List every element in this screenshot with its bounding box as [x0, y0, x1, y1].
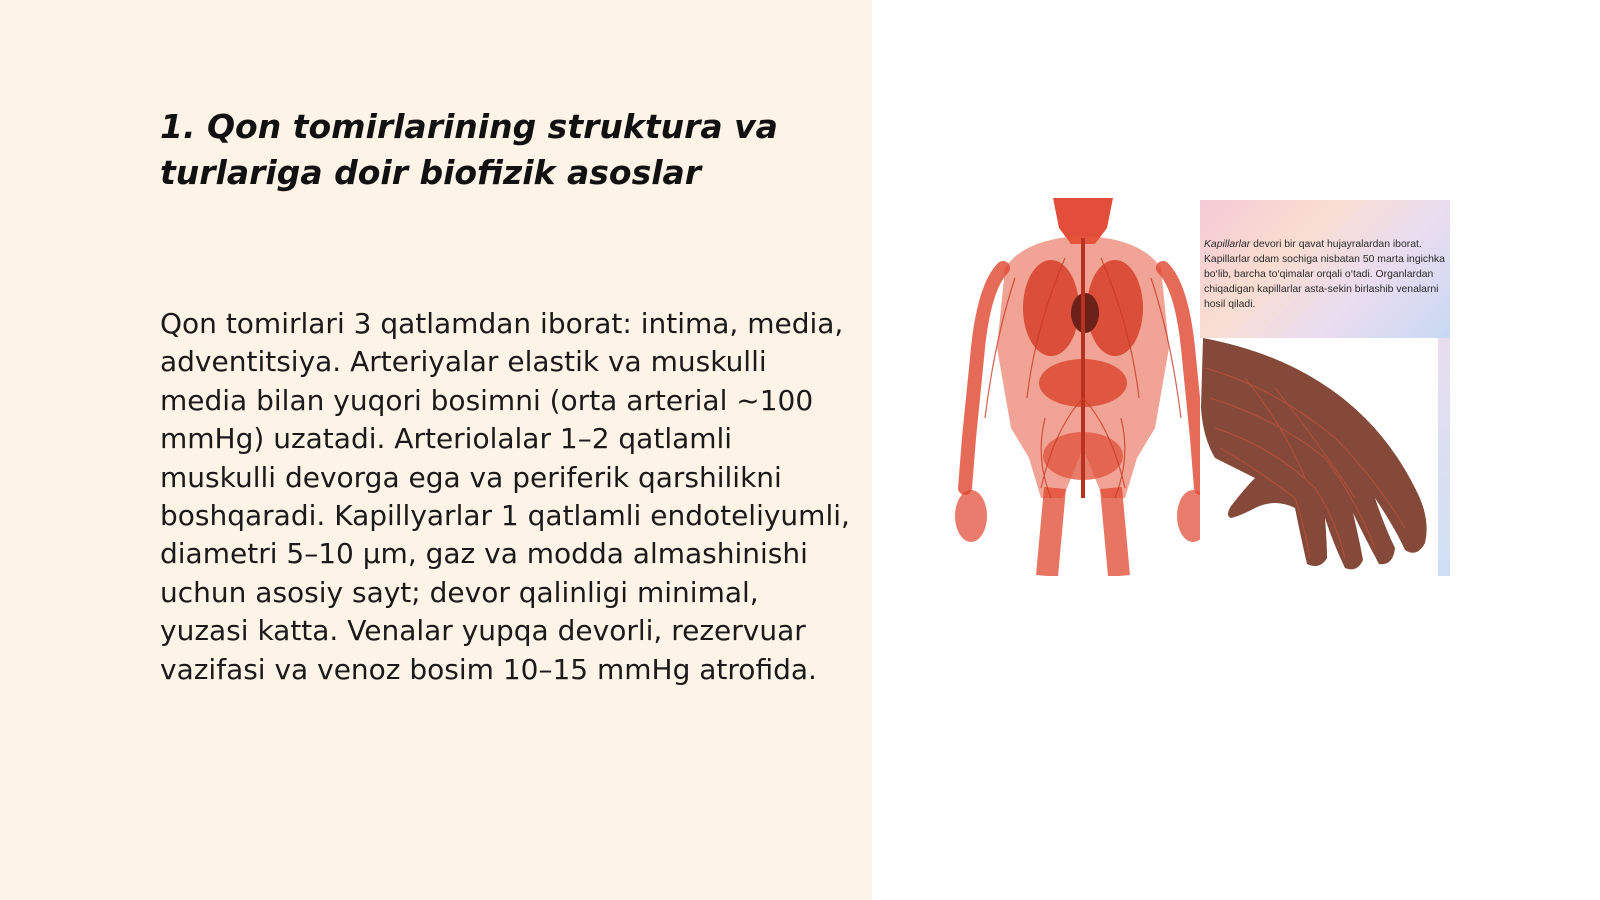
circulatory-system-image: [955, 198, 1209, 576]
caption-description: devori bir qavat hujayralardan iborat. Kapillarlar odam sochiga nisbatan 50 marta ingichka bo‘lib, barcha to‘qimalar orqali o‘tadi. Organlardan chiqadigan kapillarlar asta-sekin birlashib venalarni hosil qiladi.: [1204, 239, 1445, 310]
hand-capillaries-image: [1200, 338, 1438, 576]
anatomy-figure: [955, 198, 1450, 576]
caption-term: Kapillarlar: [1204, 239, 1251, 250]
slide-body-text: Qon tomirlari 3 qatlamdan iborat: intima, media, adventitsiya. Arteriyalar elastik va muskulli media bilan yuqori bosimni (orta arterial ~100 mmHg) uzatadi. Arteriolalar 1–2 qatlamli muskulli devorga ega va periferik qarshilikni boshqaradi. Kapillyarlar 1 qatlamli endoteliyumli, diametri 5–10 µm, gaz va modda almashinishi uchun asosiy sayt; devor qalinligi minimal, yuzasi katta. Venalar yupqa devorli, rezervuar vazifasi va venoz bosim 10–15 mmHg atrofida.: [160, 307, 850, 686]
slide-title: 1. Qon tomirlarining struktura va turlariga doir biofizik asoslar: [160, 107, 778, 192]
